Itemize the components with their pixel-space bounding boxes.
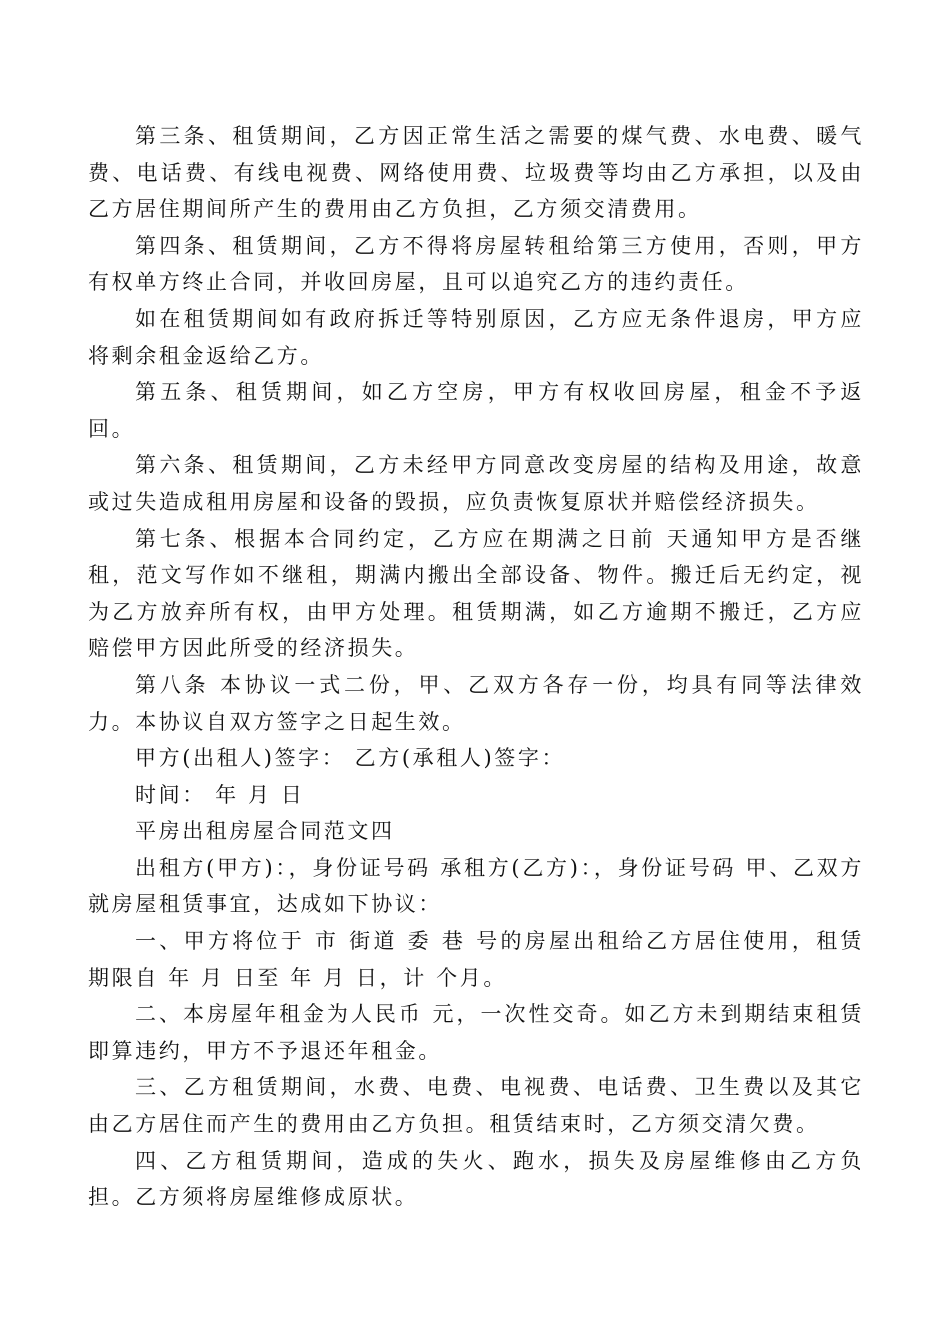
paragraph-article-7: 第七条、根据本合同约定，乙方应在期满之日前 天通知甲方是否继租，范文写作如不继租，期满内搬出全部设备、物件。搬迁后无约定，视为乙方放弃所有权，由甲方处理。租赁期满，如乙方逾期不搬迁，乙方应赔偿甲方因此所受的经济损失。 (88, 526, 864, 661)
date-line: 时间： 年 月 日 (135, 782, 305, 807)
clause-4: 四、乙方租赁期间，造成的失火、跑水，损失及房屋维修由乙方负担。乙方须将房屋维修成原状。 (88, 1148, 864, 1210)
paragraph-article-6: 第六条、租赁期间，乙方未经甲方同意改变房屋的结构及用途，故意或过失造成租用房屋和设备的毁损，应负责恢复原状并赔偿经济损失。 (88, 453, 864, 514)
paragraph-article-4: 第四条、租赁期间，乙方不得将房屋转租给第三方使用，否则，甲方有权单方终止合同，并收回房屋，且可以追究乙方的违约责任。 (88, 233, 864, 295)
paragraph-article-3: 第三条、租赁期间，乙方因正常生活之需要的煤气费、水电费、暖气费、电话费、有线电视费、网络使用费、垃圾费等均由乙方承担，以及由乙方居住期间所产生的费用由乙方负担，乙方须交清费用。 (88, 124, 864, 222)
section-title: 平房出租房屋合同范文四 (135, 819, 395, 844)
document-body (88, 118, 864, 1216)
parties-paragraph: 出租方(甲方)：，身份证号码 承租方(乙方)：，身份证号码 甲、乙双方就房屋租赁事宜，达成如下协议： (88, 855, 864, 917)
paragraph-article-5: 第五条、租赁期间，如乙方空房，甲方有权收回房屋，租金不予返回。 (88, 380, 864, 441)
clause-1: 一、甲方将位于 市 街道 委 巷 号的房屋出租给乙方居住使用，租赁期限自 年 月 日至 年 月 日，计 个月。 (88, 929, 864, 990)
clause-2: 二、本房屋年租金为人民币 元，一次性交奇。如乙方未到期结束租赁即算违约，甲方不予退还年租金。 (88, 1002, 864, 1063)
clause-3: 三、乙方租赁期间，水费、电费、电视费、电话费、卫生费以及其它由乙方居住而产生的费用由乙方负担。租赁结束时，乙方须交清欠费。 (88, 1075, 864, 1137)
paragraph-article-8: 第八条 本协议一式二份，甲、乙双方各存一份，均具有同等法律效力。本协议自双方签字之日起生效。 (88, 672, 864, 734)
paragraph-demolition-clause: 如在租赁期间如有政府拆迁等特别原因，乙方应无条件退房，甲方应将剩余租金返给乙方。 (88, 306, 864, 368)
signature-line: 甲方(出租人)签字： 乙方(承租人)签字： (135, 746, 566, 771)
